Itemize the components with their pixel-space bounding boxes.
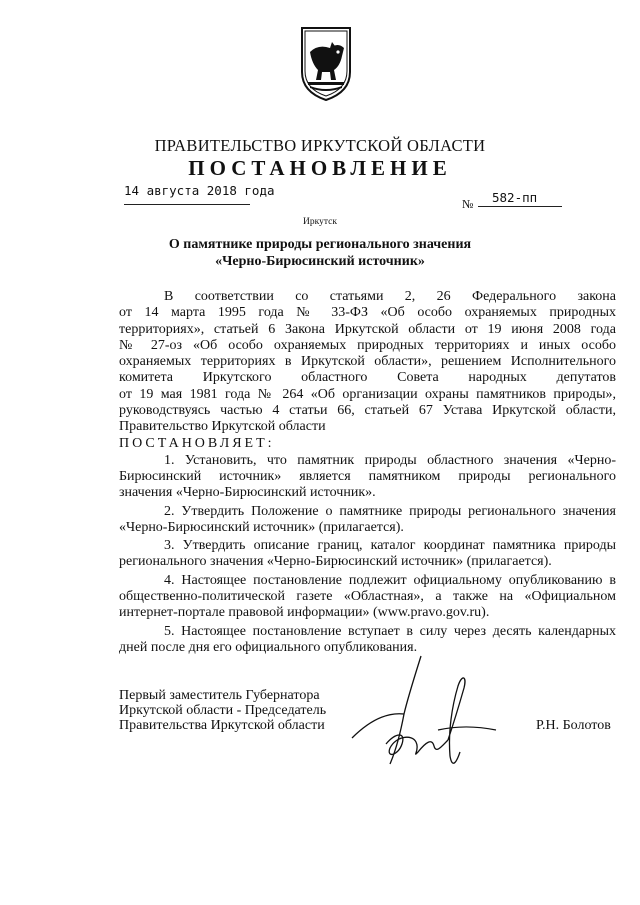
item-line: 3. Утвердить описание границ, каталог координат памятника природы [164,538,616,554]
preamble-line: территориях», статьей 6 Закона Иркутской области от 19 июня 2008 года [119,321,616,337]
date-underline [124,204,250,205]
signer-name: Р.Н. Болотов [536,718,611,733]
preamble-line: от 19 мая 1981 года № 264 «Об организации охраны памятников природы», [119,386,616,402]
item-line: «Черно-Бирюсинский источник» (прилагается). [119,519,404,535]
government-name: ПРАВИТЕЛЬСТВО ИРКУТСКОЙ ОБЛАСТИ [154,136,486,155]
document-body [119,289,616,656]
preamble-line: от 14 марта 1995 года № 33-ФЗ «Об особо охраняемых природных [119,305,616,321]
handwritten-signature [346,652,506,782]
preamble [119,289,616,436]
preamble-line: комитета Иркутского областного Совета народных депутатов [119,370,616,386]
item-line: 2. Утвердить Положение о памятнике природы регионального значения [164,503,616,519]
document-number: 582-пп [492,190,538,205]
signatory-title-line: Первый заместитель Губернатора [119,688,320,703]
item-line: Бирюсинский источник» является памятником природы регионального [119,468,616,484]
item-line: значения «Черно-Бирюсинский источник». [119,485,376,501]
decree-item [119,573,616,622]
item-line: 4. Настоящее постановление подлежит официальному опубликованию в [164,572,616,588]
preamble-line: руководствуясь частью 4 статьи 66, статьей 67 Устава Иркутской области, [119,403,616,419]
decree-item [119,453,616,502]
heading-line: О памятнике природы регионального значения [168,237,472,252]
item-line: 1. Установить, что памятник природы областного значения «Черно- [164,452,616,468]
decree-item [119,538,616,571]
signatory-title-line: Иркутской области - Председатель [119,703,327,718]
preamble-line: № 27-оз «Об особо охраняемых природных территориях и иных особо [119,337,616,353]
item-line: общественно-политической газете «Областная», а также на «Официальном [119,589,616,605]
decree-item [119,504,616,537]
number-underline [478,206,562,207]
item-line: интернет-портале правовой информации» (www.pravo.gov.ru). [119,605,490,621]
preamble-line: охраняемых территориях в Иркутской области», решением Исполнительного [119,354,616,370]
coat-of-arms-icon [300,22,352,102]
preamble-line: Правительство Иркутской области [119,419,326,435]
document-heading [120,236,520,270]
preamble-line: В соответствии со статьями 2, 26 Федерального закона [164,289,616,304]
document-date: 14 августа 2018 года [124,183,275,198]
document-type: ПОСТАНОВЛЕНИЕ [188,156,452,180]
decree-word: ПОСТАНОВЛЯЕТ: [119,435,275,451]
signatory-title-line: Правительства Иркутской области [119,718,325,733]
item-line: регионального значения «Черно-Бирюсинский источник» (прилагается). [119,554,552,570]
city: Иркутск [303,217,337,227]
item-line: дней после дня его официального опубликования. [119,639,418,655]
item-line: 5. Настоящее постановление вступает в силу через десять календарных [164,623,616,639]
number-sign: № [462,197,474,211]
heading-line: «Черно-Бирюсинский источник» [215,254,425,269]
signatory-title [119,688,326,733]
